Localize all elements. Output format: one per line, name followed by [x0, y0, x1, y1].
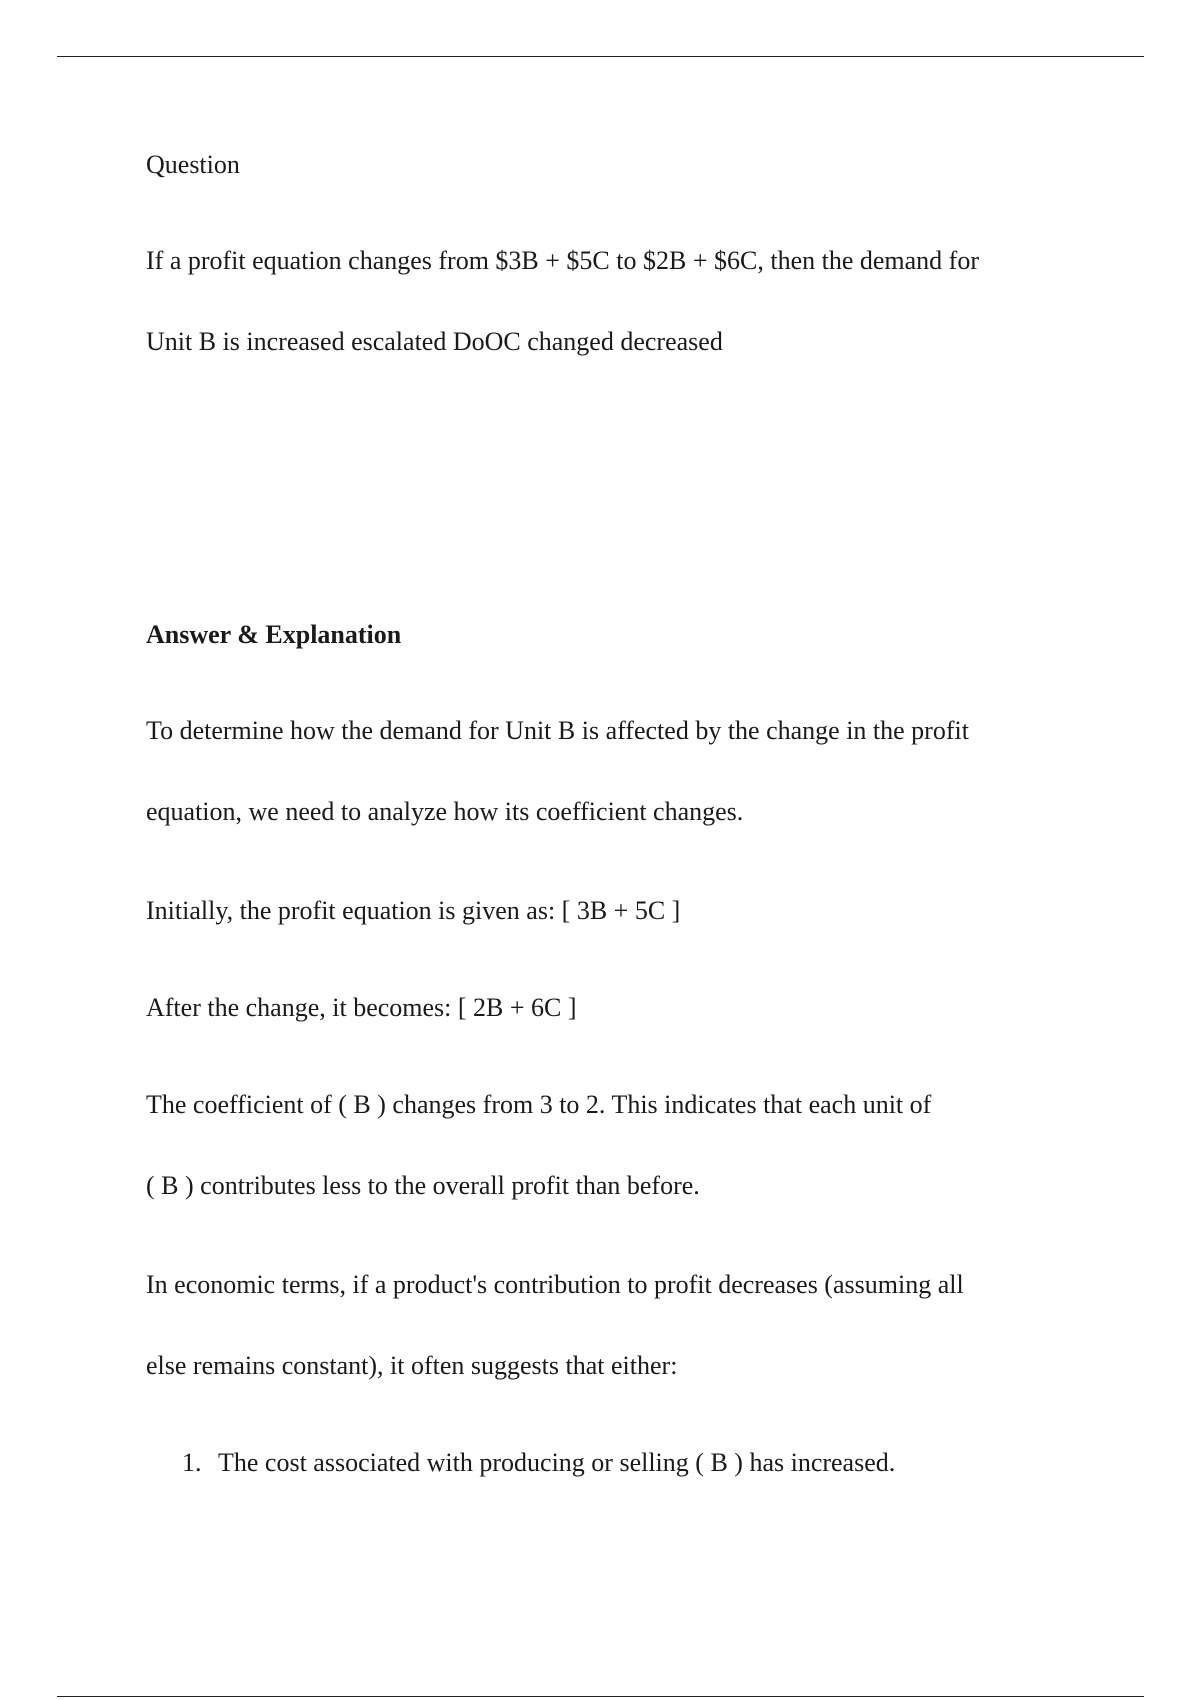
- question-line: If a profit equation changes from $3B + $5C to $2B + $6C, then the demand for: [146, 246, 979, 275]
- question-heading: Question: [146, 150, 240, 179]
- answer-heading: Answer & Explanation: [146, 620, 402, 649]
- reasons-list: [182, 1422, 1082, 1503]
- list-item-number: 1.: [182, 1448, 202, 1477]
- paragraph-line: Initially, the profit equation is given as: [ 3B + 5C ]: [146, 896, 681, 925]
- changed-equation-paragraph: [146, 967, 1086, 1048]
- economic-terms-paragraph: [146, 1244, 1086, 1406]
- paragraph-line: To determine how the demand for Unit B is affected by the change in the profit: [146, 716, 969, 745]
- paragraph-line: equation, we need to analyze how its coefficient changes.: [146, 797, 744, 826]
- coefficient-paragraph: [146, 1064, 1086, 1226]
- list-item: [182, 1422, 1082, 1503]
- top-rule: [57, 56, 1144, 57]
- paragraph-line: After the change, it becomes: [ 2B + 6C ]: [146, 993, 577, 1022]
- paragraph-line: In economic terms, if a product's contribution to profit decreases (assuming all: [146, 1270, 964, 1299]
- explanation-paragraph: [146, 690, 1086, 852]
- bottom-rule: [57, 1696, 1144, 1697]
- list-item-text: The cost associated with producing or selling ( B ) has increased.: [218, 1448, 896, 1477]
- paragraph-line: ( B ) contributes less to the overall profit than before.: [146, 1171, 700, 1200]
- question-text: [146, 220, 1086, 382]
- paragraph-line: else remains constant), it often suggests that either:: [146, 1351, 678, 1380]
- question-line: Unit B is increased escalated DoOC changed decreased: [146, 327, 723, 356]
- paragraph-line: The coefficient of ( B ) changes from 3 to 2. This indicates that each unit of: [146, 1090, 932, 1119]
- initial-equation-paragraph: [146, 870, 1086, 951]
